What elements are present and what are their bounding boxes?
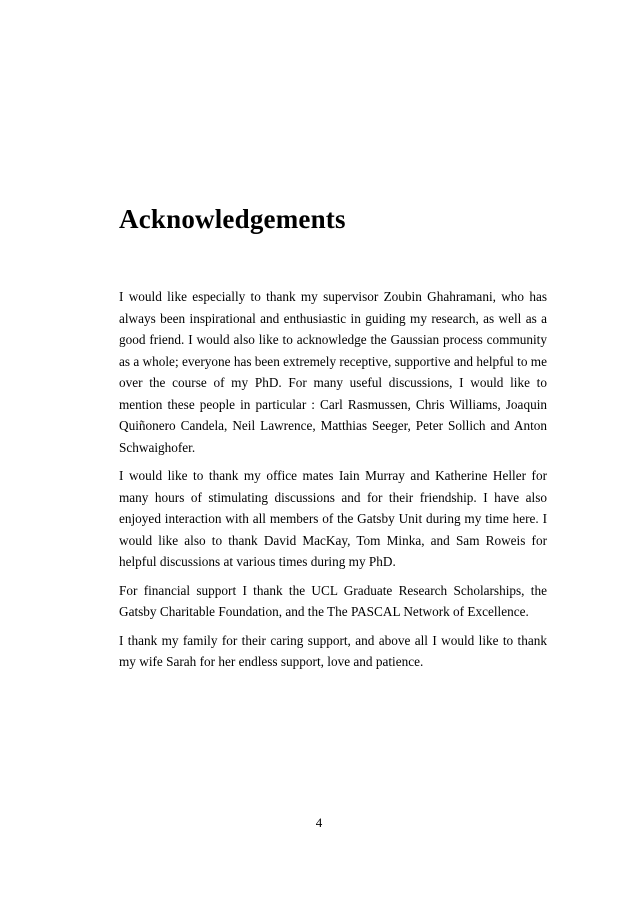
acknowledgements-body xyxy=(119,286,547,680)
paragraph-family: I thank my family for their caring support, and above all I would like to thank my wife Sarah for her endless support, love and patience. xyxy=(119,632,547,669)
paragraph-office-mates: I would like to thank my office mates Iain Murray and Katherine Heller for many hours of stimulating discussions and for their friendship. I have also enjoyed interaction with all members of the Gatsby Unit during my time here. I would like also to thank David MacKay, Tom Minka, and Sam Roweis for helpful discussions at various times during my PhD. xyxy=(119,468,547,569)
page-number: 4 xyxy=(315,815,323,830)
paragraph-financial-support: For financial support I thank the UCL Graduate Research Scholarships, the Gatsby Charitable Foundation, and the The PASCAL Network of Excellence. xyxy=(119,582,547,619)
page-title: Acknowledgements xyxy=(119,204,346,234)
paragraph-supervisor: I would like especially to thank my supervisor Zoubin Ghahramani, who has always been inspirational and enthusiastic in guiding my research, as well as a good friend. I would also like to acknowledge the Gaussian process community as a whole; everyone has been extremely receptive, supportive and helpful to me over the course of my PhD. For many useful discussions, I would like to mention these people in particular : Carl Rasmussen, Chris Williams, Joaquin Quiñonero Candela, Neil Lawrence, Matthias Seeger, Peter Sollich and Anton Schwaighofer. xyxy=(119,289,547,455)
